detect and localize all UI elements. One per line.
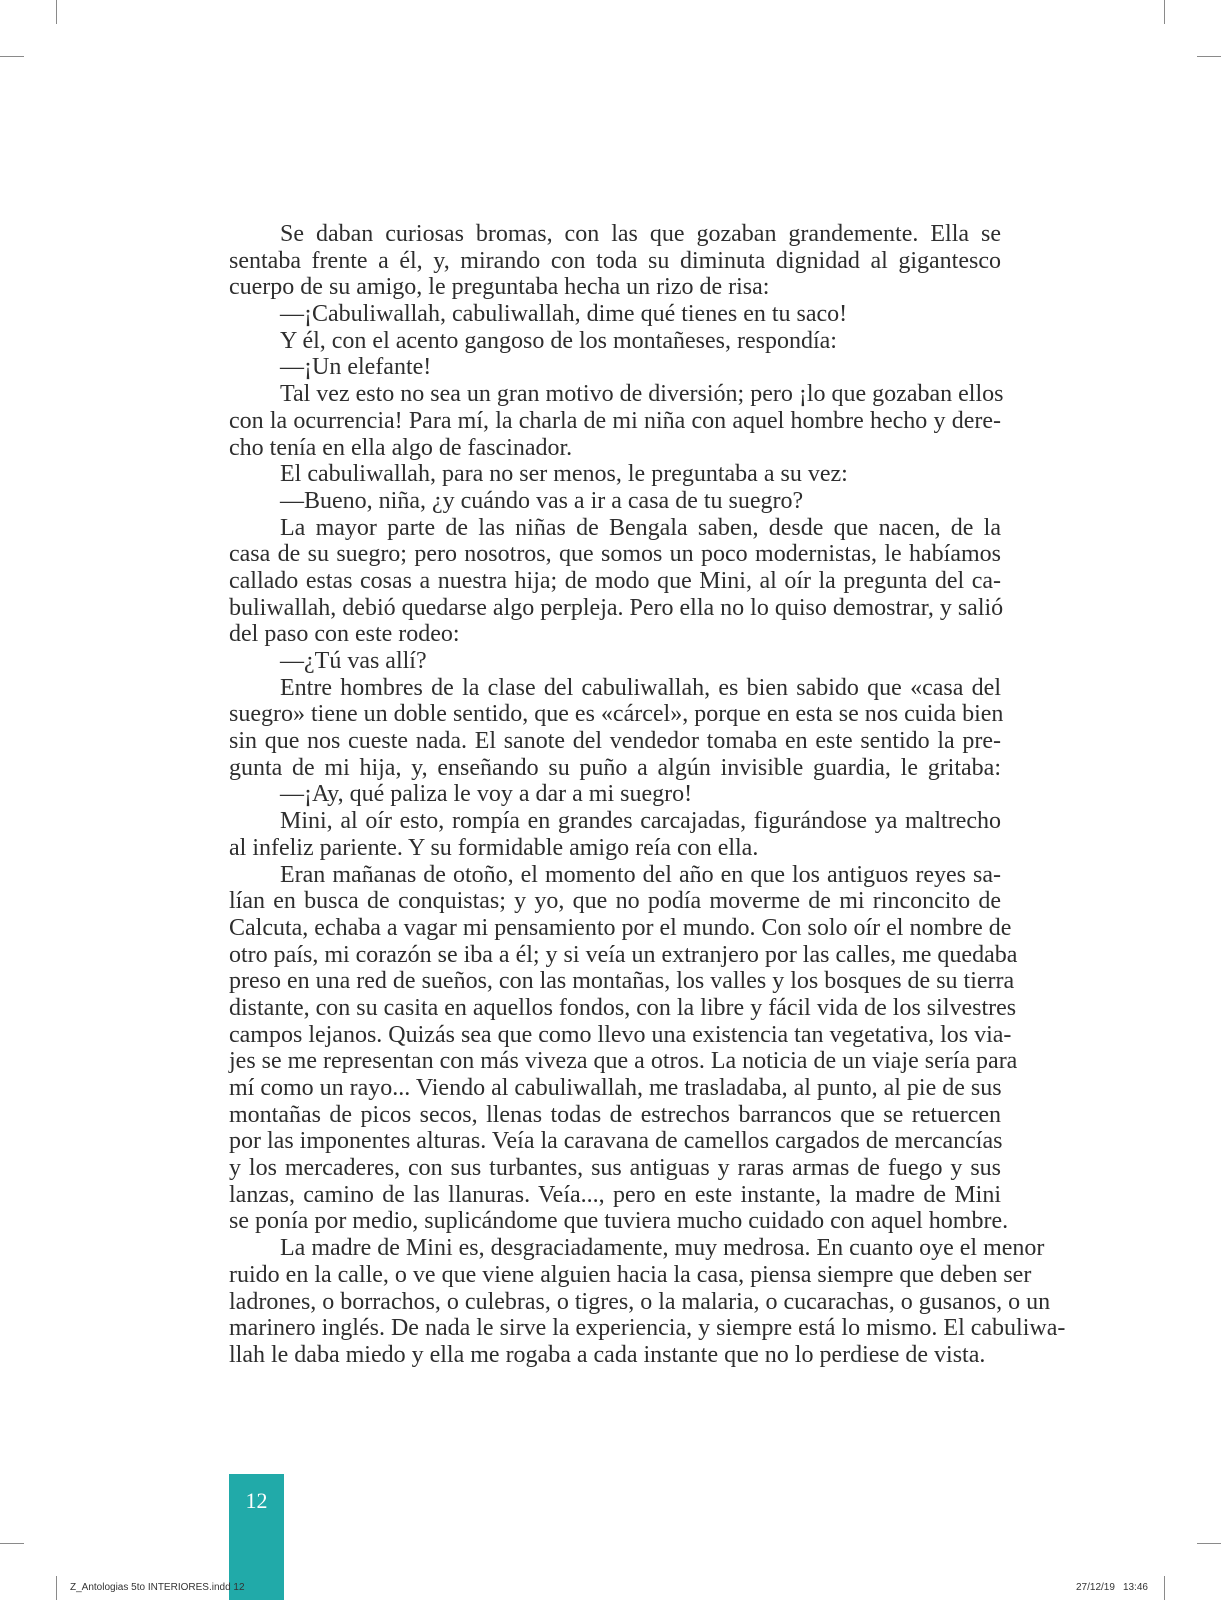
text-line: jes se me representan con más viveza que a otros. La noticia de un viaje sería para (229, 1048, 1018, 1075)
text-line: cho tenía en ella algo de fascinador. (229, 434, 573, 461)
text-line: marinero inglés. De nada le sirve la experiencia, y siempre está lo mismo. El cabuliwa- (229, 1315, 1066, 1342)
text-line: Mini, al oír esto, rompía en grandes carcajadas, figurándose ya maltrecho (280, 808, 1001, 835)
crop-mark-top-right (1164, 0, 1165, 24)
text-line: y los mercaderes, con sus turbantes, sus antiguas y raras armas de fuego y sus (229, 1155, 1001, 1182)
text-line: —Bueno, niña, ¿y cuándo vas a ir a casa de tu suegro? (280, 487, 804, 514)
text-line: ladrones, o borrachos, o culebras, o tigres, o la malaria, o cucarachas, o gusanos, o un (229, 1288, 1051, 1315)
crop-mark-top-left (56, 0, 57, 24)
crop-mark-right-bottom (1197, 1543, 1221, 1544)
text-line: —¡Ay, qué paliza le voy a dar a mi suegro! (280, 781, 693, 808)
text-line: —¡Un elefante! (280, 354, 432, 381)
slug-date: 27/12/19 (1076, 1582, 1115, 1593)
crop-mark-left-bottom (0, 1543, 24, 1544)
text-line: otro país, mi corazón se iba a él; y si veía un extranjero por las calles, me quedaba (229, 941, 1018, 968)
text-line: La mayor parte de las niñas de Bengala saben, desde que nacen, de la (280, 514, 1001, 541)
slug-filename: Z_Antologias 5to INTERIORES.indd 12 (70, 1582, 245, 1593)
slug-datetime (1076, 1582, 1148, 1593)
text-line: Entre hombres de la clase del cabuliwallah, es bien sabido que «casa del (280, 674, 1001, 701)
text-line: con la ocurrencia! Para mí, la charla de mi niña con aquel hombre hecho y dere- (229, 407, 1001, 434)
text-line: Tal vez esto no sea un gran motivo de diversión; pero ¡lo que gozaban ellos (280, 381, 1004, 408)
text-line: Se daban curiosas bromas, con las que gozaban grandemente. Ella se (280, 221, 1001, 247)
crop-mark-left-top (0, 56, 24, 57)
text-line: casa de su suegro; pero nosotros, que somos un poco modernistas, le habíamos (229, 541, 1001, 568)
text-line: al infeliz pariente. Y su formidable amigo reía con ella. (229, 834, 759, 861)
text-line: distante, con su casita en aquellos fondos, con la libre y fácil vida de los silvestres (229, 994, 1017, 1021)
text-line: sentaba frente a él, y, mirando con toda su diminuta dignidad al gigantesco (229, 247, 1001, 274)
text-line: llah le daba miedo y ella me rogaba a cada instante que no lo perdiese de vista. (229, 1341, 986, 1368)
text-line: Eran mañanas de otoño, el momento del año en que los antiguos reyes sa- (280, 861, 1001, 888)
text-line: mí como un rayo... Viendo al cabuliwallah, me trasladaba, al punto, al pie de sus (229, 1075, 1002, 1101)
text-line: Y él, con el acento gangoso de los montañeses, respondía: (280, 327, 837, 354)
text-line: lían en busca de conquistas; y yo, que no podía moverme de mi rinconcito de (229, 888, 1001, 915)
text-line: gunta de mi hija, y, enseñando su puño a algún invisible guardia, le gritaba: (229, 754, 1001, 781)
text-line: callado estas cosas a nuestra hija; de modo que Mini, al oír la pregunta del ca- (229, 567, 1001, 594)
text-line: —¿Tú vas allí? (280, 648, 427, 674)
text-line: ruido en la calle, o ve que viene alguien hacia la casa, piensa siempre que deben ser (229, 1261, 1032, 1288)
text-line: El cabuliwallah, para no ser menos, le preguntaba a su vez: (280, 461, 848, 488)
text-line: —¡Cabuliwallah, cabuliwallah, dime qué tienes en tu saco! (280, 301, 848, 328)
text-line: preso en una red de sueños, con las montañas, los valles y los bosques de su tierra (229, 968, 1015, 995)
text-line: La madre de Mini es, desgraciadamente, muy medrosa. En cuanto oye el menor (280, 1235, 1045, 1262)
text-line: cuerpo de su amigo, le preguntaba hecha un rizo de risa: (229, 274, 770, 301)
text-line: del paso con este rodeo: (229, 621, 460, 648)
text-line: sin que nos cueste nada. El sanote del vendedor tomaba en este sentido la pre- (229, 728, 1001, 755)
text-line: montañas de picos secos, llenas todas de estrechos barrancos que se retuercen (229, 1101, 1001, 1128)
text-line: suegro» tiene un doble sentido, que es «cárcel», porque en esta se nos cuida bien (229, 701, 1004, 728)
text-line: por las imponentes alturas. Veía la caravana de camellos cargados de mercancías (229, 1128, 1003, 1155)
crop-mark-bottom-left (56, 1576, 57, 1600)
crop-mark-right-top (1197, 56, 1221, 57)
text-line: se ponía por medio, suplicándome que tuviera mucho cuidado con aquel hombre. (229, 1208, 1009, 1235)
slug-time: 13:46 (1122, 1582, 1148, 1593)
body-text (229, 221, 1066, 1369)
text-line: Calcuta, echaba a vagar mi pensamiento por el mundo. Con solo oír el nombre de (229, 914, 1012, 941)
text-line: lanzas, camino de las llanuras. Veía..., pero en este instante, la madre de Mini (229, 1181, 1001, 1208)
crop-mark-bottom-right (1164, 1576, 1165, 1600)
text-line: campos lejanos. Quizás sea que como llevo una existencia tan vegetativa, los via- (229, 1021, 1012, 1048)
text-line: buliwallah, debió quedarse algo perpleja. Pero ella no lo quiso demostrar, y salió (229, 594, 1004, 621)
page-number: 12 (245, 1488, 268, 1513)
